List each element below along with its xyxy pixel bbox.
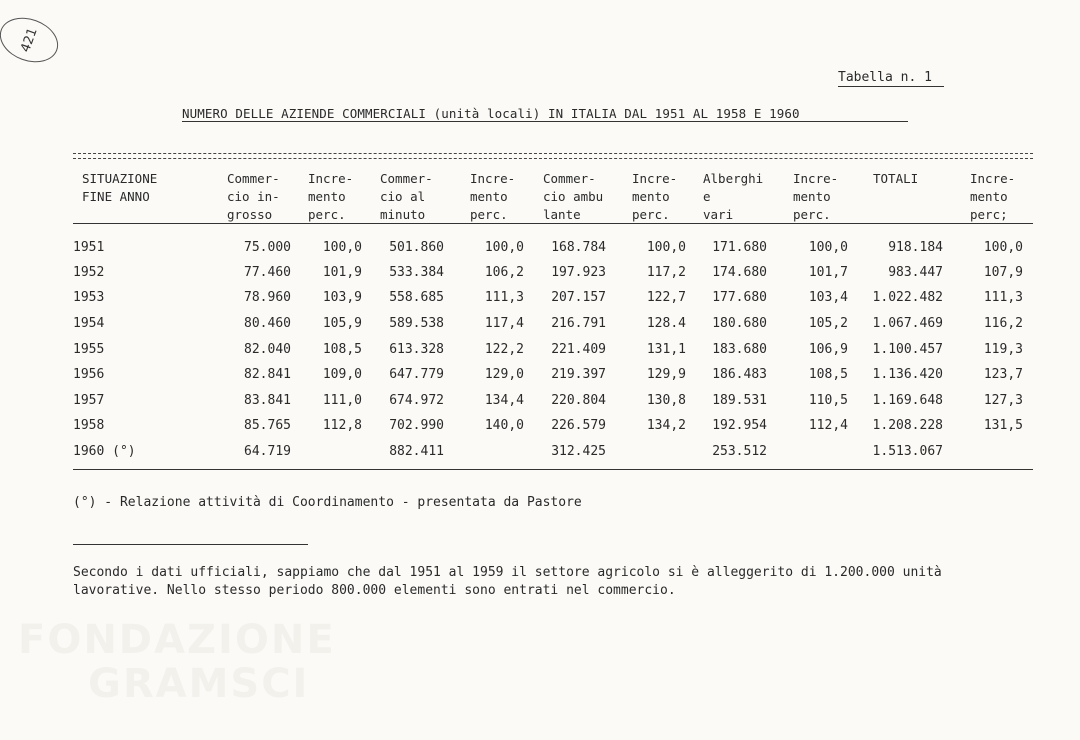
table-cell: 882.411 [389,444,444,459]
row-label: 1952 [73,265,105,280]
table-cell: 85.765 [244,418,291,433]
table-cell: 83.841 [244,393,291,408]
table-cell: 82.040 [244,342,291,357]
row-label: 1956 [73,367,105,382]
table-cell: 78.960 [244,290,291,305]
table-cell: 100,0 [322,240,362,255]
table-cell: 117,4 [484,316,524,331]
table-cell: 108,5 [322,342,362,357]
table-cell: 226.579 [551,418,606,433]
table-cell: 106,2 [484,265,524,280]
table-cell: 918.184 [888,240,943,255]
column-header: Incre- mento perc. [793,171,839,222]
table-cell: 111,3 [983,290,1023,305]
table-cell: 180.680 [712,316,767,331]
table-cell: 128.4 [646,316,686,331]
table-cell: 197.923 [551,265,606,280]
table-cell: 80.460 [244,316,291,331]
table-cell: 207.157 [551,290,606,305]
body-paragraph: Secondo i dati ufficiali, sappiamo che dal 1951 al 1959 il settore agricolo si è alleggerito di 1.200.000 unità lavorative. Nello stesso periodo 800.000 elementi sono entrati nel commercio. [73,565,942,598]
table-reference-underline [838,86,944,87]
table-cell: 112,8 [322,418,362,433]
row-label: 1954 [73,316,105,331]
separator-rule [73,544,308,545]
table-cell: 189.531 [712,393,767,408]
table-cell: 177.680 [712,290,767,305]
column-header: SITUAZIONE FINE ANNO [82,171,158,204]
table-cell: 103,9 [322,290,362,305]
column-header: Commer- cio ambu lante [543,171,604,222]
table-title: NUMERO DELLE AZIENDE COMMERCIALI (unità locali) IN ITALIA DAL 1951 AL 1958 E 1960 [182,106,800,121]
column-header: Incre- mento perc. [308,171,354,222]
table-cell: 1.022.482 [872,290,943,305]
table-cell: 983.447 [888,265,943,280]
column-header: Alberghi e vari [703,171,764,222]
table-cell: 219.397 [551,367,606,382]
header-bottom-rule [73,223,1033,224]
table-cell: 122,7 [646,290,686,305]
table-cell: 109,0 [322,367,362,382]
table-cell: 221.409 [551,342,606,357]
column-header: Commer- cio in- grosso [227,171,280,222]
table-cell: 589.538 [389,316,444,331]
table-cell: 116,2 [983,316,1023,331]
table-cell: 216.791 [551,316,606,331]
table-cell: 312.425 [551,444,606,459]
table-cell: 129,0 [484,367,524,382]
table-cell: 174.680 [712,265,767,280]
table-cell: 1.513.067 [872,444,943,459]
table-cell: 108,5 [808,367,848,382]
table-cell: 647.779 [389,367,444,382]
table-cell: 111,0 [322,393,362,408]
table-cell: 140,0 [484,418,524,433]
table-cell: 1.136.420 [872,367,943,382]
table-cell: 82.841 [244,367,291,382]
table-cell: 101,7 [808,265,848,280]
table-cell: 107,9 [983,265,1023,280]
table-cell: 220.804 [551,393,606,408]
table-cell: 186.483 [712,367,767,382]
table-cell: 100,0 [983,240,1023,255]
table-cell: 100,0 [646,240,686,255]
table-cell: 183.680 [712,342,767,357]
table-reference: Tabella n. 1 [838,70,932,85]
table-cell: 111,3 [484,290,524,305]
footnote: (°) - Relazione attività di Coordinamento - presentata da Pastore [73,495,582,510]
table-cell: 105,9 [322,316,362,331]
row-label: 1951 [73,240,105,255]
row-label: 1957 [73,393,105,408]
column-header: Incre- mento perc; [970,171,1016,222]
table-cell: 112,4 [808,418,848,433]
table-cell: 77.460 [244,265,291,280]
table-cell: 702.990 [389,418,444,433]
table-cell: 168.784 [551,240,606,255]
table-cell: 100,0 [808,240,848,255]
table-cell: 110,5 [808,393,848,408]
table-cell: 131,1 [646,342,686,357]
row-label: 1953 [73,290,105,305]
table-cell: 127,3 [983,393,1023,408]
table-cell: 253.512 [712,444,767,459]
column-header: Incre- mento perc. [632,171,678,222]
table-cell: 119,3 [983,342,1023,357]
table-cell: 122,2 [484,342,524,357]
table-cell: 106,9 [808,342,848,357]
table-cell: 117,2 [646,265,686,280]
table-title-underline [182,121,908,122]
table-cell: 192.954 [712,418,767,433]
table-cell: 1.208.228 [872,418,943,433]
table-cell: 101,9 [322,265,362,280]
table-cell: 100,0 [484,240,524,255]
column-header: Incre- mento perc. [470,171,516,222]
table-top-rule [73,153,1033,159]
table-cell: 1.067.469 [872,316,943,331]
table-cell: 533.384 [389,265,444,280]
row-label: 1955 [73,342,105,357]
table-cell: 1.100.457 [872,342,943,357]
table-cell: 105,2 [808,316,848,331]
table-bottom-rule [73,469,1033,470]
table-cell: 123,7 [983,367,1023,382]
archive-number-stamp: 421 [0,10,64,70]
table-cell: 558.685 [389,290,444,305]
row-label: 1960 (°) [73,444,136,459]
table-cell: 64.719 [244,444,291,459]
table-cell: 131,5 [983,418,1023,433]
row-label: 1958 [73,418,105,433]
table-cell: 1.169.648 [872,393,943,408]
table-cell: 674.972 [389,393,444,408]
table-cell: 613.328 [389,342,444,357]
table-cell: 134,4 [484,393,524,408]
table-cell: 103,4 [808,290,848,305]
column-header: Commer- cio al minuto [380,171,433,222]
table-cell: 75.000 [244,240,291,255]
table-cell: 501.860 [389,240,444,255]
table-cell: 134,2 [646,418,686,433]
table-cell: 171.680 [712,240,767,255]
column-header: TOTALI [873,171,919,186]
watermark: FONDAZIONE GRAMSCI [18,617,336,707]
table-cell: 129,9 [646,367,686,382]
table-cell: 130,8 [646,393,686,408]
